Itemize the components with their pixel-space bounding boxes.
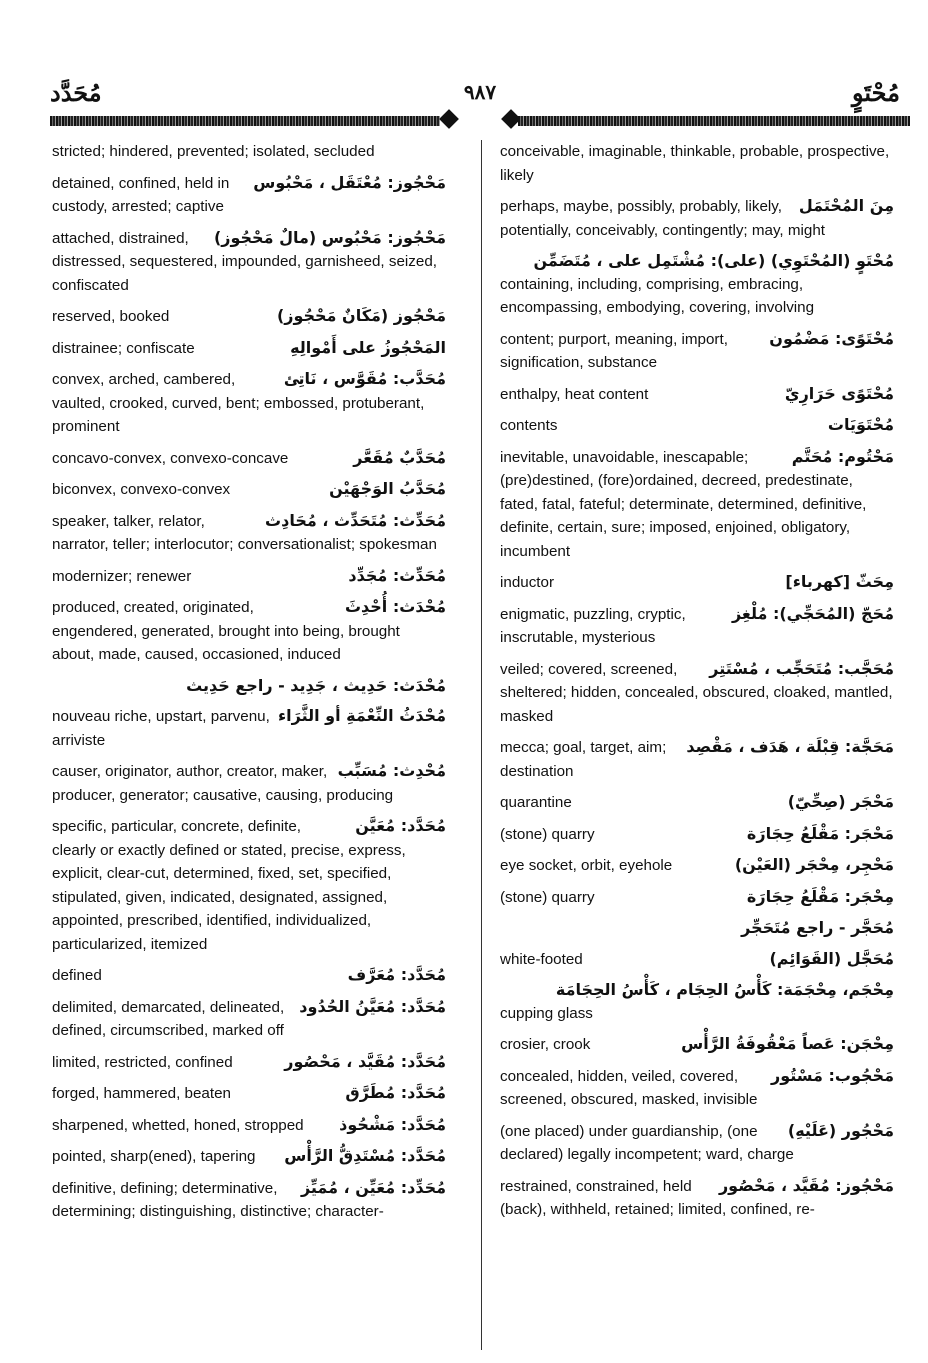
dictionary-entry bbox=[52, 964, 446, 988]
arabic-headword: مُحْدِث: مُسَبِّب bbox=[337, 761, 446, 780]
arabic-headword: مُحَدَّد: مُعَيَّنُ الحُدُود bbox=[299, 996, 446, 1016]
arabic-headword: مُحْدَث: حَدِيث ، جَدِيد - راجع حَدِيث bbox=[186, 675, 446, 695]
arabic-headword: مِحْجَن: عَصاً مَعْقُوفَةُ الرَّأْس bbox=[681, 1034, 894, 1053]
header-rule-right bbox=[518, 116, 910, 126]
english-definition: reserved, booked bbox=[52, 308, 170, 325]
english-definition: pointed, sharp(ened), tapering bbox=[52, 1148, 256, 1165]
english-definition: mecca; goal, target, aim; destination bbox=[500, 739, 667, 780]
dictionary-entry bbox=[52, 368, 446, 439]
arabic-headword: مُحَجَّب: مُتَحَجِّب ، مُسْتَتِر bbox=[709, 658, 894, 678]
english-definition: perhaps, maybe, possibly, probably, likely, potentially, conceivably, contingently; may, might bbox=[500, 198, 826, 239]
arabic-headword: المَحْجُوزُ على أَمْوالِهِ bbox=[290, 337, 446, 357]
dictionary-entry bbox=[500, 446, 894, 564]
english-definition: conceivable, imaginable, thinkable, probable, prospective, likely bbox=[500, 143, 890, 184]
dictionary-entry bbox=[500, 195, 894, 242]
dictionary-entry bbox=[52, 760, 446, 807]
english-definition: concealed, hidden, veiled, covered, screened, obscured, masked, invisible bbox=[500, 1067, 758, 1108]
dictionary-entry bbox=[500, 1175, 894, 1222]
dictionary-entry bbox=[500, 1033, 894, 1057]
arabic-headword: مُحَدِّث: مُتَحَدِّث ، مُحَادِث bbox=[265, 510, 446, 530]
dictionary-entry bbox=[52, 596, 446, 667]
english-definition: (stone) quarry bbox=[500, 825, 595, 843]
arabic-headword: مُحَجَّل (القَوَائِم) bbox=[769, 948, 894, 968]
arabic-headword: مَحْجُوز (مَكَانٌ مَحْجُوز) bbox=[276, 306, 446, 325]
english-definition: veiled; covered, screened, sheltered; hidden, concealed, obscured, cloaked, mantled, masked bbox=[500, 660, 893, 725]
dictionary-entry bbox=[500, 383, 894, 407]
arabic-headword: مَحْجُوز: مُعْتَقَل ، مَحْبُوس bbox=[253, 172, 446, 192]
arabic-headword: مُحَدَّد: مُعَرَّف bbox=[347, 965, 446, 984]
english-definition: enthalpy, heat content bbox=[500, 385, 649, 403]
dictionary-entry bbox=[52, 510, 446, 557]
english-definition: crosier, crook bbox=[500, 1036, 591, 1053]
arabic-headword: مُحَجّ (المُحَجِّي): مُلْغِز bbox=[731, 603, 894, 623]
dictionary-entry bbox=[500, 948, 894, 972]
arabic-headword: مُحْتَوٍ (المُحْتَوِي) (على): مُشْتَمِل على ، مُتَضَمِّن bbox=[533, 251, 894, 270]
dictionary-entry bbox=[52, 1114, 446, 1138]
dictionary-entry bbox=[52, 1082, 446, 1106]
arabic-headword: مُحَجَّر - راجع مُتَحَجِّر bbox=[741, 918, 894, 937]
header-guide-word-left: مُحَدَّد bbox=[50, 78, 102, 107]
dictionary-entry bbox=[500, 736, 894, 783]
column-divider bbox=[481, 140, 482, 1350]
arabic-headword: مُحْتَوَيَات bbox=[827, 415, 894, 434]
dictionary-entry bbox=[52, 227, 446, 298]
arabic-headword: مُحَدَّد: مُطَرَّق bbox=[345, 1083, 446, 1102]
english-definition: modernizer; renewer bbox=[52, 567, 192, 585]
dictionary-entry bbox=[500, 1120, 894, 1167]
arabic-headword: مِحَثّ [كهرباء] bbox=[785, 572, 894, 591]
arabic-headword: مُحْدَثُ النِّعْمَةِ أو الثَّرَاء bbox=[277, 706, 446, 725]
english-definition: eye socket, orbit, eyehole bbox=[500, 857, 673, 874]
english-definition: speaker, talker, relator, narrator, teller; interlocutor; conversationalist; spokesman bbox=[52, 512, 437, 553]
english-definition: (stone) quarry bbox=[500, 888, 595, 906]
english-definition: content; purport, meaning, import, signification, substance bbox=[500, 330, 728, 371]
arabic-headword: مُحَدَّبُ الوَجْهَيْن bbox=[329, 479, 446, 498]
english-definition: convex, arched, cambered, vaulted, crooked, curved, bent; embossed, protuberant, prominent bbox=[52, 371, 425, 435]
arabic-headword: مَحْجِر، مِحْجَر (العَيْن) bbox=[734, 855, 894, 874]
dictionary-entry bbox=[52, 675, 446, 698]
dictionary-entry bbox=[500, 140, 894, 187]
arabic-headword: مَحْجُوز: مَحْبُوس (مالٌ مَحْجُوز) bbox=[213, 227, 446, 247]
english-definition: inevitable, unavoidable, inescapable; (pre)destined, (fore)ordained, decreed, predestinate, fated, fatal, fateful; determinate, determined, definitive, definite, certain, sure; imposed, enjoined, obligatory, incumbent bbox=[500, 448, 867, 560]
english-definition: concavo-convex, convexo-concave bbox=[52, 449, 289, 467]
english-definition: biconvex, convexo-convex bbox=[52, 481, 231, 498]
arabic-headword: مُحَدِّث: مُجَدِّد bbox=[348, 565, 446, 585]
dictionary-entry bbox=[500, 823, 894, 847]
arabic-headword: مِحْجَر: مَقْلَعُ حِجَارَة bbox=[746, 886, 894, 906]
dictionary-entry bbox=[500, 658, 894, 729]
english-definition: nouveau riche, upstart, parvenu, arriviste bbox=[52, 708, 270, 749]
dictionary-entry bbox=[500, 979, 894, 1025]
header-ornament-left bbox=[439, 109, 459, 129]
arabic-headword: مَحْجَر: مَقْلَعُ حِجَارَة bbox=[746, 823, 894, 843]
english-definition: defined bbox=[52, 967, 102, 984]
english-definition: containing, including, comprising, embracing, encompassing, embodying, covering, involving bbox=[500, 275, 815, 316]
dictionary-entry bbox=[52, 447, 446, 471]
arabic-headword: مَحْجُوب: مَسْتُور bbox=[770, 1065, 894, 1085]
arabic-headword: مُحَدَّد: مُعَيَّن bbox=[355, 816, 446, 835]
english-definition: limited, restricted, confined bbox=[52, 1053, 233, 1071]
english-definition: definitive, defining; determinative, determining; distinguishing, distinctive; character- bbox=[52, 1179, 384, 1220]
dictionary-entry bbox=[500, 886, 894, 910]
english-definition: stricted; hindered, prevented; isolated, secluded bbox=[52, 143, 375, 160]
english-definition: enigmatic, puzzling, cryptic, inscrutable, mysterious bbox=[500, 605, 686, 646]
dictionary-entry bbox=[500, 414, 894, 438]
arabic-headword: مُحْتَوًى حَرَارِيّ bbox=[784, 383, 894, 403]
english-definition: forged, hammered, beaten bbox=[52, 1085, 231, 1102]
arabic-headword: مُحْدَث: أُحْدِثَ bbox=[344, 597, 446, 616]
dictionary-entry bbox=[500, 328, 894, 375]
english-definition: specific, particular, concrete, definite, clearly or exactly defined or stated, precise, express, explicit, clear-cut, determined, fixed, set, specified, stipulated, given, indicated, designated, assigned, appointed, prescribed, identified, individualized, particularized, itemized bbox=[52, 818, 406, 953]
english-definition: restrained, constrained, held (back), withheld, retained; limited, confined, re- bbox=[500, 1177, 815, 1218]
arabic-headword: مُحَدَّد: مَشْحُوذ bbox=[339, 1114, 446, 1134]
english-definition: delimited, demarcated, delineated, defined, circumscribed, marked off bbox=[52, 998, 285, 1039]
english-definition: cupping glass bbox=[500, 1004, 593, 1022]
arabic-headword: مَحْجُور (عَلَيْهِ) bbox=[787, 1120, 894, 1140]
header-guide-word-right: مُحْتَوٍ bbox=[852, 78, 900, 107]
header-rule-left bbox=[50, 116, 440, 126]
arabic-headword: مُحَدَّد: مُقَيَّد ، مَحْصُور bbox=[284, 1051, 446, 1071]
dictionary-entry bbox=[500, 603, 894, 650]
dictionary-entry bbox=[500, 854, 894, 878]
dictionary-entry bbox=[52, 1051, 446, 1075]
english-definition: (one placed) under guardianship, (one declared) legally incompetent; ward, charge bbox=[500, 1122, 794, 1163]
arabic-headword: مِنَ المُحْتَمَل bbox=[798, 196, 894, 215]
english-definition: detained, confined, held in custody, arrested; captive bbox=[52, 174, 230, 215]
arabic-headword: مَحْتُوم: مُحَتَّم bbox=[791, 446, 894, 466]
arabic-headword: مُحَدَّد: مُسْتَدِقُّ الرَّأْس bbox=[284, 1146, 446, 1165]
english-definition: quarantine bbox=[500, 794, 572, 811]
english-definition: white-footed bbox=[500, 950, 583, 968]
arabic-headword: مَحْجُوز: مُقَيَّد ، مَحْصُور bbox=[718, 1175, 894, 1195]
right-column bbox=[500, 140, 894, 1230]
dictionary-entry bbox=[52, 996, 446, 1043]
english-definition: distrainee; confiscate bbox=[52, 339, 195, 357]
english-definition: sharpened, whetted, honed, stropped bbox=[52, 1116, 304, 1134]
dictionary-entry bbox=[52, 565, 446, 589]
dictionary-entry bbox=[52, 705, 446, 752]
dictionary-entry bbox=[52, 478, 446, 502]
arabic-headword: مِحْجَم، مِحْجَمَة: كَأْسُ الحِجَام ، كَأْسُ الحِجَامَة bbox=[555, 980, 894, 999]
dictionary-entry bbox=[500, 250, 894, 320]
left-column bbox=[52, 140, 446, 1232]
english-definition: attached, distrained, distressed, sequestered, impounded, garnisheed, seized, confiscated bbox=[52, 229, 437, 294]
dictionary-entry bbox=[52, 305, 446, 329]
dictionary-entry bbox=[52, 337, 446, 361]
arabic-headword: مَحْجَر (صِحِّيّ) bbox=[787, 792, 894, 811]
english-definition: causer, originator, author, creator, maker, producer, generator; causative, causing, producing bbox=[52, 763, 394, 804]
arabic-headword: مُحْتَوًى: مَضْمُون bbox=[769, 328, 894, 348]
dictionary-entry bbox=[52, 815, 446, 956]
dictionary-entry bbox=[52, 1177, 446, 1224]
dictionary-entry bbox=[500, 791, 894, 815]
dictionary-entry bbox=[500, 571, 894, 595]
dictionary-entry bbox=[500, 917, 894, 940]
dictionary-entry bbox=[52, 1145, 446, 1169]
arabic-headword: مُحَدِّد: مُعَيِّن ، مُمَيِّز bbox=[300, 1177, 446, 1197]
arabic-headword: مُحَدَّبٌ مُقَعَّر bbox=[353, 447, 446, 467]
english-definition: contents bbox=[500, 417, 558, 434]
dictionary-entry bbox=[500, 1065, 894, 1112]
dictionary-entry bbox=[52, 172, 446, 219]
arabic-headword: مُحَدَّب: مُقَوَّس ، نَاتِئ bbox=[283, 369, 446, 388]
english-definition: inductor bbox=[500, 574, 555, 591]
dictionary-entry bbox=[52, 140, 446, 164]
arabic-headword: مَحَجَّة: قِبْلَة ، هَدَف ، مَقْصِد bbox=[686, 737, 894, 756]
page-number: ٩٨٧ bbox=[463, 80, 497, 104]
english-definition: produced, created, originated, engendered, generated, brought into being, brought about, made, caused, occasioned, induced bbox=[52, 599, 400, 663]
